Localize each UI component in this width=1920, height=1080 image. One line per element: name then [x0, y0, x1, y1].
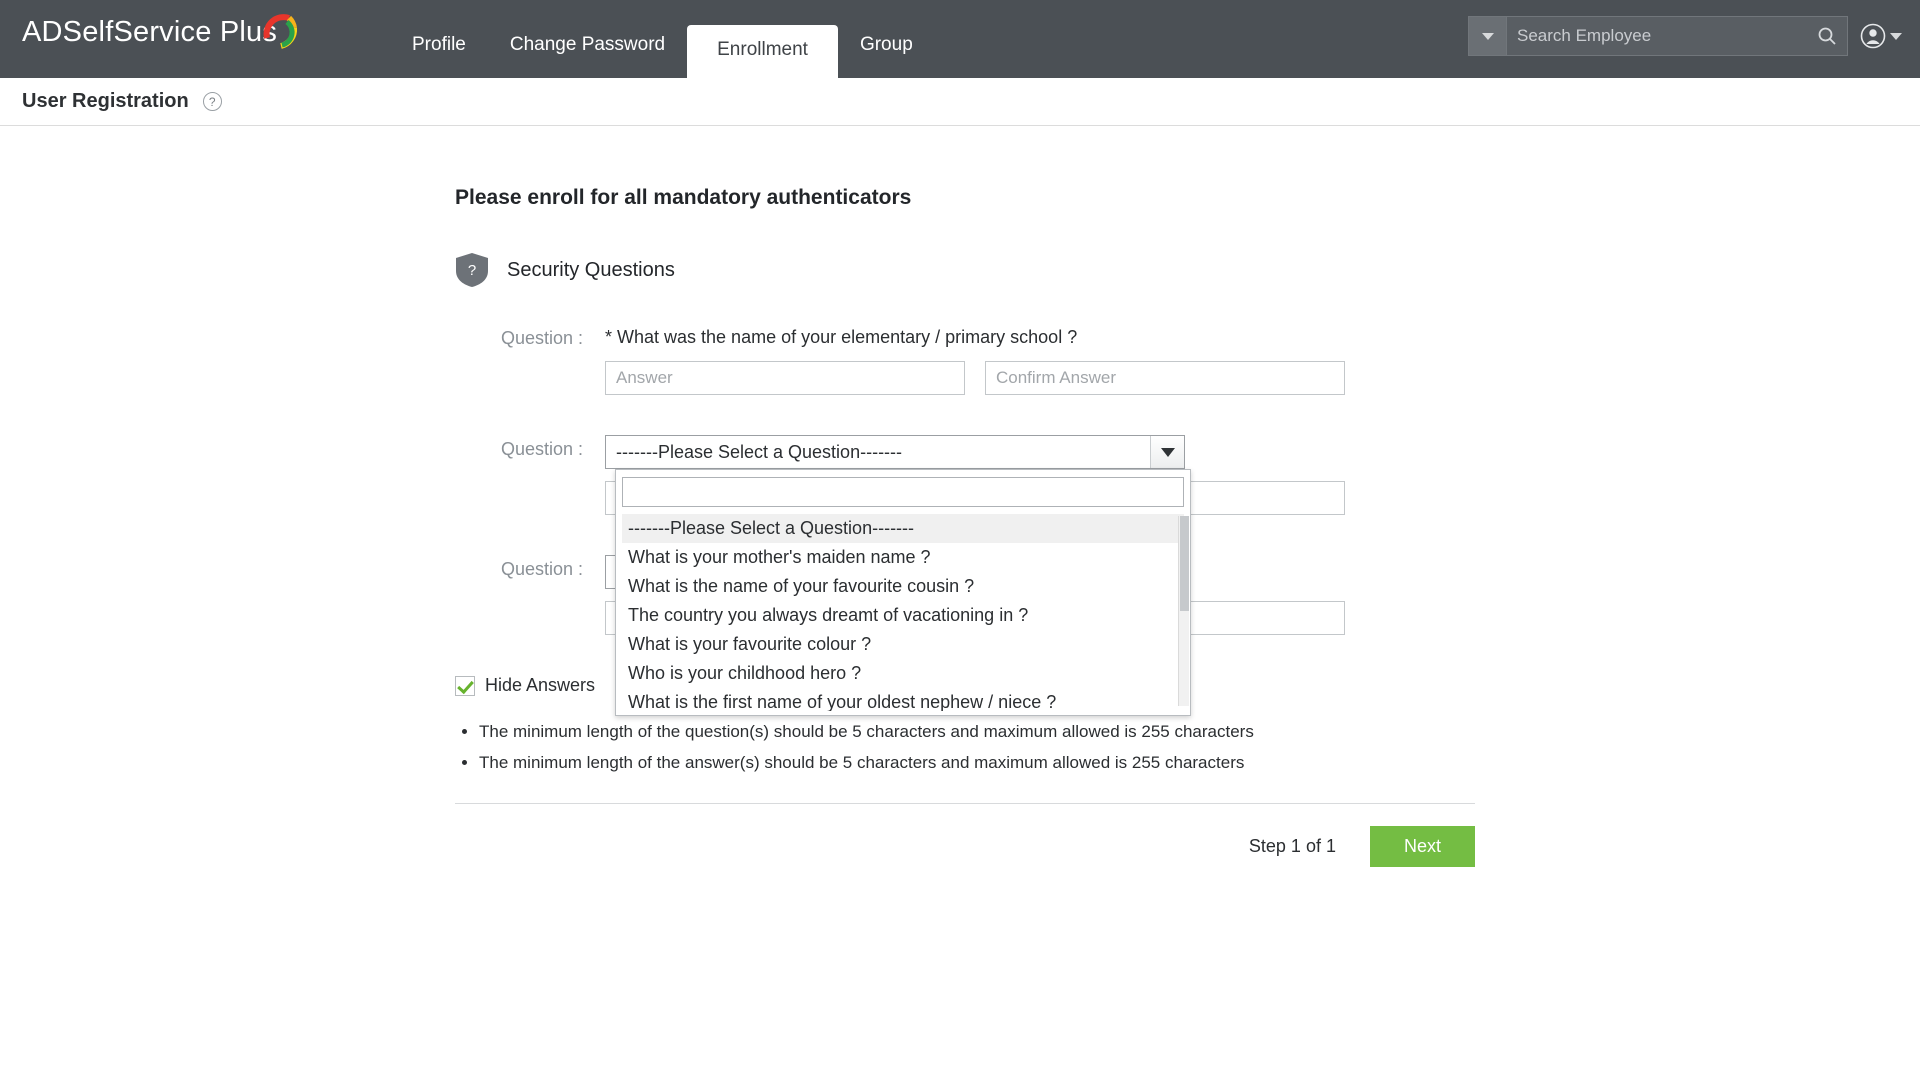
chevron-down-icon[interactable]: [1150, 436, 1184, 468]
dropdown-option[interactable]: -------Please Select a Question-------: [622, 514, 1184, 543]
brand-logo[interactable]: [0, 8, 390, 78]
question-select-2[interactable]: [605, 435, 1185, 469]
nav-item-group[interactable]: Group: [859, 34, 913, 55]
top-navigation-bar: [0, 0, 1920, 78]
question-label-3: Question :: [500, 559, 583, 579]
logo-swoosh-icon: [261, 8, 305, 52]
section-title: Security Questions: [507, 258, 675, 281]
svg-text:?: ?: [467, 262, 477, 279]
hide-answers-label: Hide Answers: [485, 675, 596, 695]
search-employee-box[interactable]: [1468, 16, 1848, 56]
search-scope-dropdown[interactable]: [1469, 17, 1507, 55]
main-content: [0, 126, 1920, 867]
dropdown-option[interactable]: What is your mother's maiden name ?: [628, 547, 931, 567]
answer-row-1: [605, 361, 1920, 395]
question-select-value-2: -------Please Select a Question-------: [616, 441, 903, 462]
question-label-2: Question :: [500, 439, 583, 459]
question-dropdown-list: [615, 469, 1191, 716]
note-item: • The minimum length of the question(s) should be 5 characters and maximum allowed is 255 characters: [479, 722, 1920, 742]
shield-question-icon: [455, 252, 489, 288]
question-row-1: [455, 324, 1920, 349]
hide-answers-checkbox[interactable]: [455, 676, 475, 696]
search-icon[interactable]: [1807, 26, 1847, 46]
step-indicator: Step 1 of 1: [1248, 836, 1336, 856]
page-title-bar: [0, 78, 1920, 126]
top-right-controls: [1468, 16, 1902, 56]
dropdown-options[interactable]: [622, 514, 1184, 711]
dropdown-filter-input[interactable]: [622, 477, 1184, 507]
nav-item-profile[interactable]: Profile: [412, 34, 466, 55]
dropdown-scrollbar[interactable]: [1178, 516, 1189, 706]
dropdown-option[interactable]: What is your favourite colour ?: [628, 634, 872, 654]
user-account-menu[interactable]: [1860, 23, 1902, 49]
note-item: • The minimum length of the answer(s) should be 5 characters and maximum allowed is 255 characters: [479, 753, 1920, 773]
dropdown-scrollbar-thumb[interactable]: [1180, 516, 1189, 611]
enrollment-headline: Please enroll for all mandatory authenticators: [455, 186, 912, 209]
confirm-answer-input-1[interactable]: [985, 361, 1345, 395]
question-select-wrapper-2: [605, 435, 1185, 711]
search-input[interactable]: [1507, 26, 1807, 46]
footer-actions: [455, 804, 1475, 867]
dropdown-option[interactable]: The country you always dreamt of vacationing in ?: [628, 605, 1029, 625]
main-nav: [390, 0, 935, 78]
dropdown-option[interactable]: What is the name of your favourite cousin ?: [628, 576, 975, 596]
user-account-icon: [1860, 23, 1886, 49]
nav-item-change-password[interactable]: Change Password: [509, 34, 666, 55]
answer-input-1[interactable]: [605, 361, 965, 395]
nav-item-enrollment[interactable]: Enrollment: [687, 25, 838, 78]
security-questions-section-header: [455, 252, 1920, 288]
brand-name: ADSelfService Plus: [22, 15, 278, 48]
question-label-1: Question :: [500, 328, 583, 348]
chevron-down-icon: [1482, 33, 1494, 40]
next-button[interactable]: Next: [1370, 826, 1475, 867]
dropdown-option[interactable]: What is the first name of your oldest nephew / niece ?: [628, 692, 1057, 711]
page-title: User Registration: [22, 90, 189, 112]
chevron-down-icon: [1890, 33, 1902, 40]
question-text-1: * What was the name of your elementary / primary school ?: [605, 327, 1078, 347]
help-icon[interactable]: ?: [203, 92, 222, 111]
validation-notes: [479, 722, 1920, 773]
dropdown-option[interactable]: Who is your childhood hero ?: [628, 663, 862, 683]
